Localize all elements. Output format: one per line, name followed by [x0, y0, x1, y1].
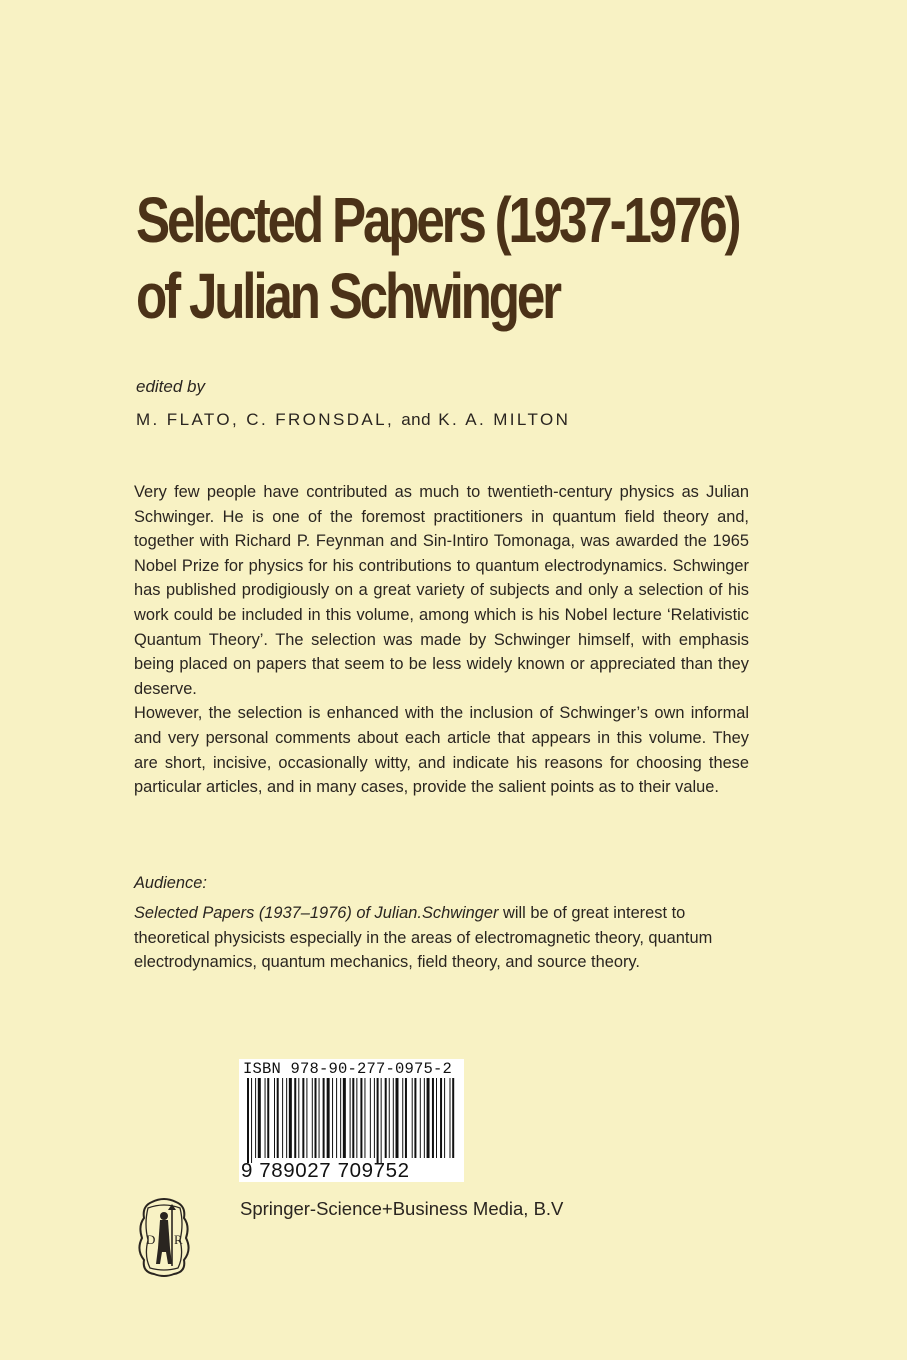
barcode-bar: [414, 1078, 416, 1158]
barcode-bar: [427, 1078, 430, 1158]
barcode-bar: [274, 1078, 275, 1158]
barcode-bar: [444, 1078, 445, 1158]
barcode-bar: [258, 1078, 261, 1158]
barcode-bar: [294, 1078, 296, 1158]
publisher-name: Springer-Science+Business Media, B.V: [240, 1198, 564, 1219]
barcode-bar: [343, 1078, 346, 1158]
logo-letter-r: R: [174, 1232, 183, 1247]
barcode-bar: [255, 1078, 256, 1158]
barcode-bar: [364, 1078, 365, 1158]
audience-book-title: Selected Papers (1937–1976) of Julian.Schwinger: [134, 904, 499, 922]
barcode-bar: [374, 1078, 375, 1158]
isbn-text: ISBN 978-90-277-0975-2: [243, 1060, 453, 1078]
barcode-bar: [277, 1078, 279, 1158]
barcode-bar: [286, 1078, 287, 1158]
barcode-bar: [289, 1078, 292, 1158]
barcode-bar: [302, 1078, 304, 1158]
editors-and: and: [401, 410, 432, 429]
description-paragraph-1: Very few people have contributed as much to twentieth-century physics as Julian Schwinger. He is one of the foremost practitioners in quantum field theory and, together with Richard P. Feynman and Sin-Intiro Tomonaga, was awarded the 1965 Nobel Prize for physics for his contributions to quantum electrodynamics. Schwinger has published prodigiously on a great variety of subjects and only a selection of his work could be included in this volume, among which is his Nobel lecture ‘Relativistic Quantum Theory’. The selection was made by Schwinger himself, with emphasis being placed on papers that seem to be less widely known or appreciated than they deserve.: [134, 483, 749, 698]
title-line-2: of Julian Schwinger: [136, 260, 559, 332]
barcode-bar: [350, 1078, 351, 1158]
title-line-1: Selected Papers (1937-1976): [136, 184, 739, 256]
barcode-bar: [381, 1078, 382, 1163]
barcode-bar: [440, 1078, 442, 1158]
edited-by-label: edited by: [136, 377, 205, 396]
barcode-bar: [352, 1078, 354, 1158]
barcode-bar: [452, 1078, 454, 1158]
barcode-bar: [336, 1078, 337, 1158]
description-paragraph-2: However, the selection is enhanced with the inclusion of Schwinger’s own informal and very personal comments about each article that appears in this volume. They are short, incisive, occasionally witty, and indicate his reasons for choosing these particular articles, and in many cases, provide the salient points as to their value.: [134, 704, 749, 797]
barcode-bar: [360, 1078, 362, 1158]
barcode-bar: [370, 1078, 371, 1158]
barcode-bar: [340, 1078, 341, 1158]
barcode-bar: [402, 1078, 403, 1158]
book-title: [136, 184, 739, 340]
barcode-bar: [306, 1078, 307, 1158]
description: [134, 480, 749, 800]
barcode-bar: [323, 1078, 325, 1158]
barcode-bar: [312, 1078, 313, 1158]
audience-text: [134, 901, 754, 975]
barcode-bar: [319, 1078, 320, 1158]
editors-last: K. A. MILTON: [438, 410, 571, 429]
audience-label: Audience:: [134, 874, 207, 892]
editors-names: M. FLATO, C. FRONSDAL,: [136, 410, 395, 429]
barcode-bar: [396, 1078, 399, 1158]
editors-line: [136, 410, 570, 430]
barcode-bar: [327, 1078, 330, 1158]
barcode-bar: [436, 1078, 437, 1158]
barcode-bar: [377, 1078, 379, 1163]
audience-description: will be of great interest to theoretical physicists especially in the areas of electromagnetic theory, quantum electrodynamics, quantum mechanics, field theory, and source theory.: [134, 904, 713, 972]
barcode-bar: [424, 1078, 425, 1158]
barcode-bar: [282, 1078, 283, 1158]
barcode-bar: [420, 1078, 421, 1158]
barcode-bar: [389, 1078, 390, 1158]
barcode-bar: [356, 1078, 357, 1158]
springer-knight-logo-icon: [134, 1196, 194, 1278]
barcode-bar: [385, 1078, 387, 1158]
barcode-bar: [315, 1078, 317, 1158]
barcode-bar: [298, 1078, 299, 1158]
barcode-bar: [247, 1078, 249, 1163]
barcode-bar: [267, 1078, 269, 1158]
barcode-bar: [405, 1078, 407, 1158]
barcode-bars: [243, 1078, 460, 1163]
barcode-bar: [251, 1078, 252, 1163]
barcode-bar: [332, 1078, 333, 1158]
barcode-bar: [432, 1078, 434, 1158]
barcode-bar: [393, 1078, 394, 1158]
barcode-digits: 9 789027 709752: [241, 1159, 410, 1182]
logo-letter-d: D: [146, 1232, 156, 1247]
barcode-bar: [412, 1078, 413, 1158]
isbn-barcode: [239, 1059, 464, 1182]
barcode-bar: [450, 1078, 451, 1158]
barcode-bar: [265, 1078, 266, 1158]
